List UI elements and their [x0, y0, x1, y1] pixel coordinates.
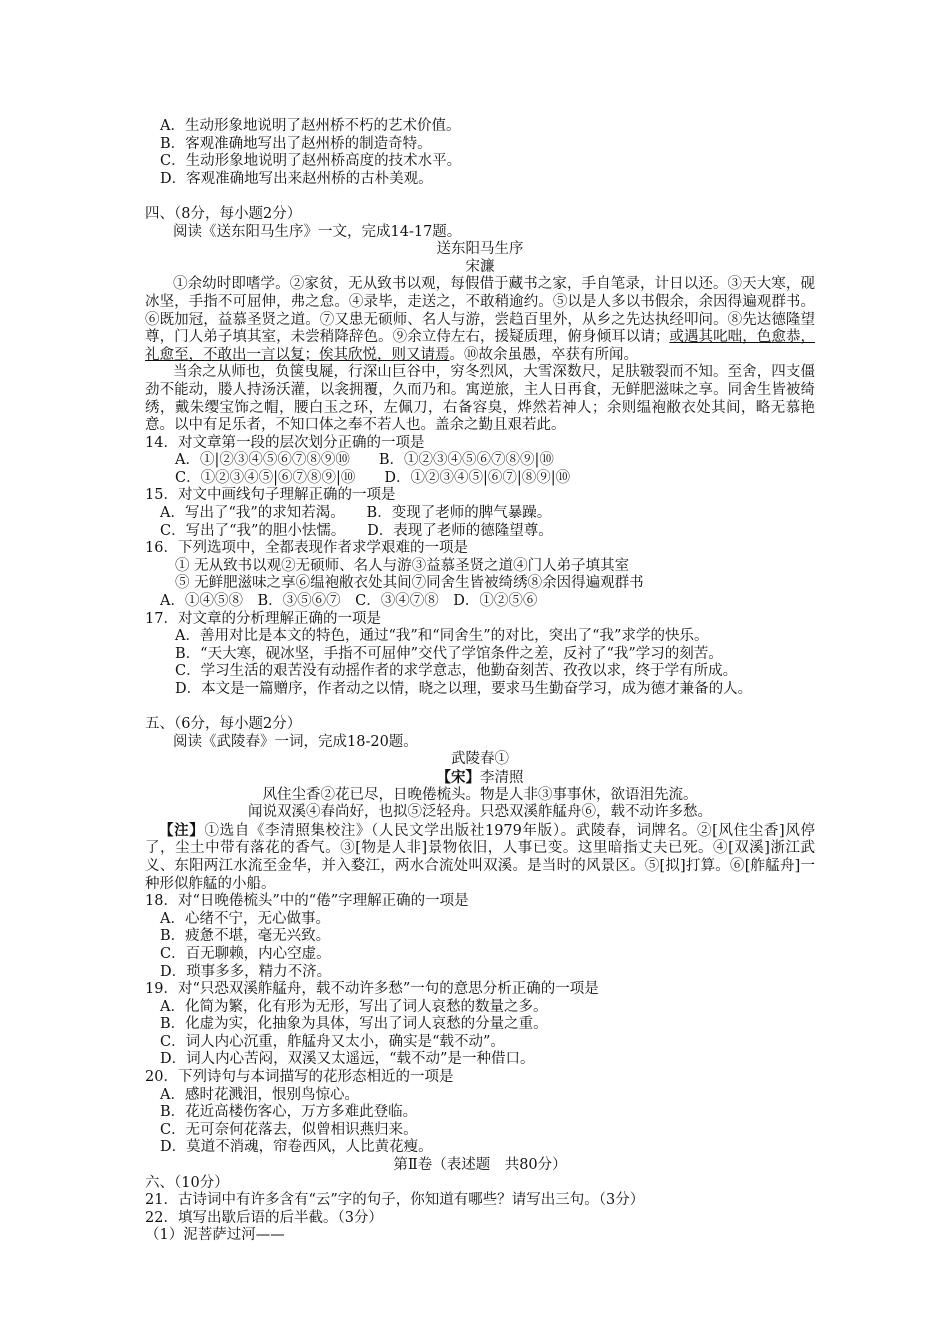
q13-options [145, 118, 815, 188]
option-line: C．无可奈何花落去，似曾相识燕归来。 [160, 1121, 418, 1138]
passage-paragraph-2: 当余之从师也，负箧曳屣，行深山巨谷中，穷冬烈风，大雪深数尺，足肤皲裂而不知。至舍，四支僵劲不能动，媵人持汤沃灌，以衾拥覆，久而乃和。寓逆旅，主人日再食，无鲜肥滋味之享。同舍生皆被绮绣，戴朱缨宝饰之帽，腰白玉之环，左佩刀，右备容臭，烨然若神人；余则缊袍敝衣处其间，略无慕艳意。以中有足乐者，不知口体之奉不若人也。盖余之勤且艰若此。 [145, 364, 815, 434]
section-4 [145, 206, 815, 699]
section-header: 六、（10分） [145, 1174, 229, 1191]
option-line: ① 无从致书以观②无硕师、名人与游③益慕圣贤之道④门人弟子填其室 [175, 557, 630, 574]
poem-line: 闻说双溪④春尚好，也拟⑤泛轻舟。只恐双溪舴艋舟⑥，载不动许多愁。 [248, 804, 712, 821]
section-header: 四、（8分，每小题2分） [145, 205, 302, 222]
section-intro: 阅读《武陵春》一词，完成18-20题。 [173, 733, 418, 750]
question-21: 21．古诗词中有许多含有“云”字的句子，你知道有哪些？请写出三句。（3分） [145, 1192, 645, 1209]
option-line: D．本文是一篇赠序，作者动之以情，晓之以理，要求马生勤奋学习，成为德才兼备的人。 [175, 681, 753, 697]
option-line: A．生动形象地说明了赵州桥不朽的艺术价值。 [160, 118, 461, 134]
section-intro: 阅读《送东阳马生序》一文，完成14-17题。 [173, 223, 462, 240]
dynasty-tag: 【宋】 [436, 768, 480, 786]
question-stem: 16．下列选项中，全都表现作者求学艰难的一项是 [145, 540, 468, 557]
note-text: ①选自《李清照集校注》（人民文学出版社1979年版）。武陵春，词牌名。②[风住尘香]风停了，尘土中带有落花的香气。③[物是人非]景物依旧，人事已变。这里暗指丈夫已死。④[双溪]浙江武义、东阳两江水流至金华，并入婺江，两水合流处叫双溪。是当时的风景区。⑤[拟]打算。⑥[舴艋舟]一种形似舴艋的小船。 [145, 822, 816, 892]
question-16 [145, 540, 815, 610]
option-line: A．①④⑤⑧ B．③⑤⑥⑦ C．③④⑦⑧ D．①②⑤⑥ [160, 593, 538, 610]
passage-author: 宋濂 [465, 258, 495, 275]
option-line: D．莫道不消魂，帘卷西风，人比黄花瘦。 [160, 1139, 433, 1156]
question-stem: 14．对文章第一段的层次划分正确的一项是 [145, 434, 425, 451]
passage-text: 。⑩故余虽愚，卒获有所闻。 [449, 346, 638, 363]
option-line: D．词人内心苦闷，双溪又太遥远，“载不动”是一种借口。 [160, 1051, 535, 1068]
question-stem: 15．对文中画线句子理解正确的一项是 [145, 487, 396, 504]
part-2-title: 第Ⅱ卷（表述题 共80分） [393, 1157, 567, 1174]
option-line: B．化虚为实，化抽象为具体，写出了词人哀愁的分量之重。 [160, 1016, 548, 1033]
poem-title: 武陵春① [451, 751, 509, 768]
poem-author [145, 769, 815, 787]
question-20 [145, 1069, 815, 1157]
question-stem: 19．对“只恐双溪舴艋舟，载不动许多愁”一句的意思分析正确的一项是 [145, 981, 599, 998]
option-line: A．①|②③④⑤⑥⑦⑧⑨⑩ B．①②③④⑤⑥⑦⑧⑨|⑩ [175, 452, 554, 469]
question-stem: 20．下列诗句与本词描写的花形态相近的一项是 [145, 1069, 454, 1086]
poem-line: 风住尘香②花已尽，日晚倦梳头。物是人非③事事休，欲语泪先流。 [262, 786, 698, 803]
option-line: A．善用对比是本文的特色，通过“我”和“同舍生”的对比，突出了“我”求学的快乐。 [175, 628, 709, 645]
underlined-sentence: 或遇其叱咄，色愈恭，礼愈至，不敢出一言以复；俟其欣悦，则又请焉 [145, 329, 816, 363]
question-stem: 18．对“日晚倦梳头”中的“倦”字理解正确的一项是 [145, 893, 469, 910]
section-5 [145, 716, 815, 1157]
option-line: A．化简为繁，化有形为无形，写出了词人哀愁的数量之多。 [160, 998, 548, 1015]
question-15 [145, 487, 815, 540]
option-line: B．“天大寒，砚冰坚，手指不可屈伸”交代了学馆条件之差，反衬了“我”学习的刻苦。 [175, 645, 723, 662]
option-line: C．学习生活的艰苦没有动摇作者的求学意志，他勤奋刻苦、孜孜以求，终于学有所成。 [175, 663, 738, 680]
option-line: B．客观准确地写出了赵州桥的制造奇特。 [160, 135, 432, 152]
question-stem: 17．对文章的分析理解正确的一项是 [145, 610, 381, 627]
option-line: C．写出了“我”的胆小怯懦。 D．表现了老师的德隆望尊。 [160, 522, 553, 539]
option-line: C．生动形象地说明了赵州桥高度的技术水平。 [160, 153, 462, 170]
passage-paragraph-1 [145, 276, 815, 364]
question-22: 22．填写出歇后语的后半截。（3分） [145, 1209, 383, 1226]
option-line: A．心绪不宁，无心做事。 [160, 910, 330, 927]
section-6 [145, 1175, 815, 1245]
option-line: A．感时花溅泪，恨别鸟惊心。 [160, 1086, 359, 1103]
question-17 [145, 611, 815, 699]
note-tag: 【注】 [159, 821, 205, 839]
section-header: 五、（6分，每小题2分） [145, 716, 302, 733]
option-line: A．写出了“我”的求知若渴。 B．变现了老师的脾气暴躁。 [160, 505, 552, 522]
option-line: C．词人内心沉重，舴艋舟又太小，确实是“载不动”。 [160, 1033, 505, 1050]
passage-text: ①余幼时即嗜学。②家贫，无从致书以观，每假借于藏书之家，手自笔录，计日以还。③天大寒，砚冰坚，手指不可屈伸，弗之怠。④录毕，走送之，不敢稍逾约。⑤以是人多以书假余，余因得遍观群书。⑥既加冠，益慕圣贤之道。⑦又患无硕师、名人与游，尝趋百里外，从乡之先达执经叩问。⑧先达德隆望尊，门人弟子填其室，未尝稍降辞色。⑨余立侍左右，援疑质理，俯身倾耳以请； [145, 276, 815, 346]
option-line: ⑤ 无鲜肥滋味之享⑥缊袍敝衣处其间⑦同舍生皆被绮绣⑧余因得遍观群书 [175, 575, 644, 592]
option-line: D．琐事多多，精力不济。 [160, 963, 332, 980]
option-line: D．客观准确地写出来赵州桥的古朴美观。 [160, 170, 433, 187]
question-19 [145, 981, 815, 1069]
option-line: B．疲惫不堪，毫无兴致。 [160, 928, 331, 945]
option-line: C．①②③④⑤|⑥⑦⑧⑨|⑩ D．①②③④⑤|⑥⑦|⑧⑨|⑩ [175, 469, 571, 486]
passage-title: 送东阳马生序 [436, 241, 524, 258]
option-line: B．花近高楼伤客心，万方多难此登临。 [160, 1104, 418, 1121]
question-14 [145, 435, 815, 488]
question-22-item-1: （1）泥菩萨过河—— [145, 1227, 285, 1244]
question-18 [145, 893, 815, 981]
exam-page [145, 118, 815, 1245]
poem-notes [145, 822, 815, 893]
option-line: C．百无聊赖，内心空虚。 [160, 945, 331, 962]
author-name: 李清照 [480, 769, 524, 786]
